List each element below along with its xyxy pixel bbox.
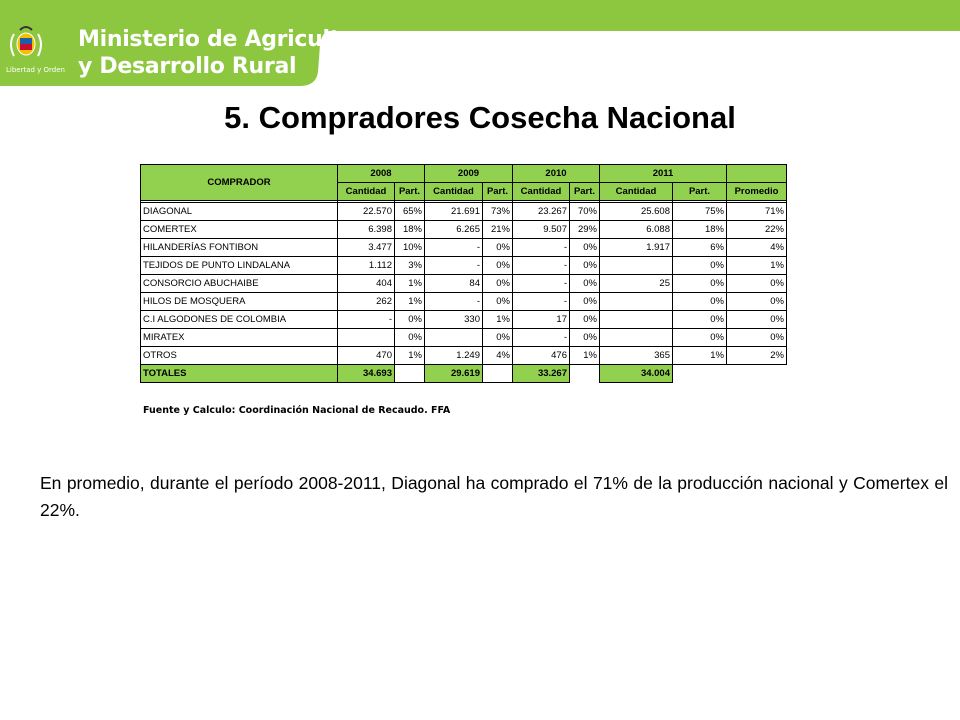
table-cell — [600, 329, 673, 347]
table-cell — [600, 293, 673, 311]
table-cell: 1.249 — [425, 347, 483, 365]
table-cell: 10% — [395, 239, 425, 257]
table-cell: 1% — [395, 293, 425, 311]
table-cell: 71% — [727, 203, 787, 221]
total-value: 33.267 — [513, 365, 570, 383]
table-cell: 1% — [673, 347, 727, 365]
table-cell: 1% — [570, 347, 600, 365]
total-value: 34.693 — [338, 365, 395, 383]
subheader: Cantidad — [338, 183, 395, 201]
total-blank — [395, 365, 425, 383]
totals-row — [141, 365, 787, 383]
table-row — [141, 329, 787, 347]
subheader: Cantidad — [425, 183, 483, 201]
table-cell: 0% — [483, 293, 513, 311]
table-cell: 18% — [673, 221, 727, 239]
table-row — [141, 203, 787, 221]
table-cell: 330 — [425, 311, 483, 329]
table-cell — [600, 311, 673, 329]
subheader: Part. — [483, 183, 513, 201]
table-cell: 0% — [483, 275, 513, 293]
table-cell: 0% — [570, 275, 600, 293]
table-row — [141, 293, 787, 311]
table-row — [141, 311, 787, 329]
subheader: Promedio — [727, 183, 787, 201]
table-cell: 0% — [673, 329, 727, 347]
table-cell: 70% — [570, 203, 600, 221]
table-cell: 0% — [570, 329, 600, 347]
table-cell: 25.608 — [600, 203, 673, 221]
year-header: 2008 — [338, 165, 425, 183]
buyer-name: C.I ALGODONES DE COLOMBIA — [141, 311, 338, 329]
table-cell: 0% — [395, 329, 425, 347]
table-cell: 0% — [570, 293, 600, 311]
table-cell: 2% — [727, 347, 787, 365]
table-cell: 0% — [673, 257, 727, 275]
table-cell: 476 — [513, 347, 570, 365]
table-cell — [425, 329, 483, 347]
table-cell: - — [513, 293, 570, 311]
total-blank — [570, 365, 600, 383]
table-cell: 1.112 — [338, 257, 395, 275]
table-cell: 17 — [513, 311, 570, 329]
motto: Libertad y Orden — [6, 66, 65, 74]
header-band — [0, 0, 960, 90]
year-header: 2009 — [425, 165, 513, 183]
table-row — [141, 275, 787, 293]
buyer-name: CONSORCIO ABUCHAIBE — [141, 275, 338, 293]
table-cell: 0% — [483, 329, 513, 347]
table-cell: - — [513, 257, 570, 275]
table-cell: 22% — [727, 221, 787, 239]
table-cell: 9.507 — [513, 221, 570, 239]
table-cell: 84 — [425, 275, 483, 293]
table-cell: 25 — [600, 275, 673, 293]
ministry-line-1: Ministerio de Agricultura — [78, 27, 381, 52]
table-cell: - — [425, 257, 483, 275]
table-cell: 404 — [338, 275, 395, 293]
table-cell: 0% — [483, 257, 513, 275]
buyer-name: HILANDERÍAS FONTIBON — [141, 239, 338, 257]
table-cell: 1% — [395, 347, 425, 365]
buyer-name: TEJIDOS DE PUNTO LINDALANA — [141, 257, 338, 275]
table-cell: 1.917 — [600, 239, 673, 257]
table-cell: 0% — [727, 311, 787, 329]
table-cell: 22.570 — [338, 203, 395, 221]
buyers-table — [140, 164, 787, 383]
table-header-row-years — [141, 165, 787, 183]
table-cell: 0% — [483, 239, 513, 257]
table-cell: 0% — [570, 257, 600, 275]
summary-paragraph: En promedio, durante el período 2008-2011, Diagonal ha comprado el 71% de la producción nacional y Comertex el 22%. — [40, 473, 948, 520]
table-cell: 6.088 — [600, 221, 673, 239]
table-cell: 6.398 — [338, 221, 395, 239]
table-cell: 18% — [395, 221, 425, 239]
table-cell: 21% — [483, 221, 513, 239]
table-cell: 1% — [727, 257, 787, 275]
subheader: Part. — [570, 183, 600, 201]
total-value: 34.004 — [600, 365, 673, 383]
table-cell: 75% — [673, 203, 727, 221]
table-cell — [338, 329, 395, 347]
table-cell: 0% — [673, 293, 727, 311]
total-value: 29.619 — [425, 365, 483, 383]
table-cell: 0% — [570, 311, 600, 329]
table-cell: - — [338, 311, 395, 329]
table-cell: - — [513, 239, 570, 257]
page-title: 5. Compradores Cosecha Nacional — [224, 100, 736, 135]
buyer-name: COMERTEX — [141, 221, 338, 239]
year-header-blank — [727, 165, 787, 183]
table-cell: - — [425, 293, 483, 311]
total-blank — [727, 365, 787, 383]
table-cell: 1% — [483, 311, 513, 329]
table-cell: 21.691 — [425, 203, 483, 221]
table-cell: 262 — [338, 293, 395, 311]
total-blank — [483, 365, 513, 383]
table-cell: 0% — [727, 293, 787, 311]
buyer-name: OTROS — [141, 347, 338, 365]
table-cell: 3% — [395, 257, 425, 275]
table-row — [141, 239, 787, 257]
table-cell: 0% — [570, 239, 600, 257]
table-cell: 4% — [727, 239, 787, 257]
table-cell: 1% — [395, 275, 425, 293]
ministry-line-2: y Desarrollo Rural — [78, 54, 297, 79]
subheader: Part. — [395, 183, 425, 201]
subheader: Cantidad — [513, 183, 570, 201]
subheader: Part. — [673, 183, 727, 201]
buyer-name: HILOS DE MOSQUERA — [141, 293, 338, 311]
buyer-name: MIRATEX — [141, 329, 338, 347]
table-row — [141, 221, 787, 239]
year-header: 2010 — [513, 165, 600, 183]
table-cell: - — [513, 275, 570, 293]
year-header: 2011 — [600, 165, 727, 183]
table-cell: 4% — [483, 347, 513, 365]
table-cell: 65% — [395, 203, 425, 221]
table-cell: 0% — [727, 329, 787, 347]
table-cell: 0% — [673, 275, 727, 293]
table-cell: 29% — [570, 221, 600, 239]
comprador-header: COMPRADOR — [141, 165, 338, 201]
table-cell: 23.267 — [513, 203, 570, 221]
table-cell: - — [425, 239, 483, 257]
table-cell: - — [513, 329, 570, 347]
table-cell: 470 — [338, 347, 395, 365]
totals-label: TOTALES — [141, 365, 338, 383]
table-cell: 365 — [600, 347, 673, 365]
table-body — [141, 203, 787, 365]
buyer-name: DIAGONAL — [141, 203, 338, 221]
table-row — [141, 257, 787, 275]
table-cell: 6.265 — [425, 221, 483, 239]
table-cell: 6% — [673, 239, 727, 257]
table-row — [141, 347, 787, 365]
total-blank — [673, 365, 727, 383]
table-cell: 73% — [483, 203, 513, 221]
table-cell: 0% — [395, 311, 425, 329]
table-cell — [600, 257, 673, 275]
subheader: Cantidad — [600, 183, 673, 201]
table-source-note: Fuente y Calculo: Coordinación Nacional de Recaudo. FFA — [143, 405, 451, 416]
table-cell: 0% — [673, 311, 727, 329]
table-cell: 3.477 — [338, 239, 395, 257]
table-cell: 0% — [727, 275, 787, 293]
ministry-logo-text — [78, 26, 380, 80]
